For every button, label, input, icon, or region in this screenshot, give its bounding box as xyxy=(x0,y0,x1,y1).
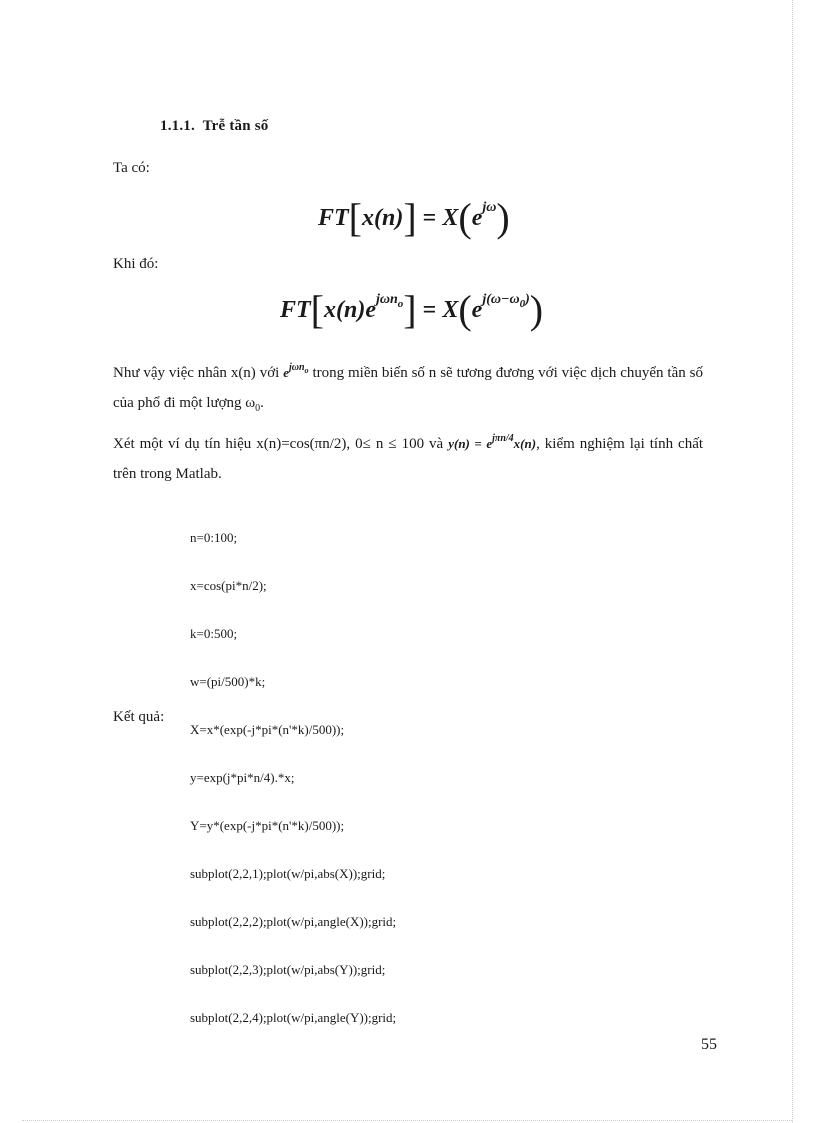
ta-co-label: Ta có: xyxy=(113,160,150,176)
code-line: subplot(2,2,2);plot(w/pi,angle(X));grid; xyxy=(190,914,397,929)
eq2-lhs-exp-sub: o xyxy=(397,297,404,310)
code-line: y=exp(j*pi*n/4).*x; xyxy=(190,770,295,785)
eq2-rhs-base: e xyxy=(471,297,483,323)
eq2-ft: FT xyxy=(280,297,311,323)
code-line: Y=y*(exp(-j*pi*(n'*k)/500)); xyxy=(190,818,345,833)
eq1-ft: FT xyxy=(318,205,349,231)
inline-eq-y xyxy=(448,433,537,451)
code-line: n=0:100; xyxy=(190,530,238,545)
para1-text-a: Như vậy việc nhân x(n) với xyxy=(113,365,280,381)
para1-text-end: . xyxy=(260,395,264,411)
section-number: 1.1.1. xyxy=(160,118,195,134)
eq2-lhs-exp: jωn xyxy=(375,292,398,307)
para1-text-b: trong miền biến số n sẽ tương đương với việc dịch chuyển tần số của phổ đi một lượng ω xyxy=(113,365,703,411)
eq2-rhs-fn: X xyxy=(442,297,459,323)
paragraph-frequency-shift xyxy=(113,353,703,424)
inline2-exp: jπn/4 xyxy=(492,433,514,444)
paragraph-example xyxy=(113,424,703,489)
code-line: subplot(2,2,4);plot(w/pi,angle(Y));grid; xyxy=(190,1010,397,1025)
para2-text-a: Xét một ví dụ tín hiệu x(n)=cos(πn/2), 0≤ n ≤ 100 và xyxy=(113,436,444,452)
code-line: subplot(2,2,3);plot(w/pi,abs(Y));grid; xyxy=(190,962,386,977)
eq2-rhs-exp: j(ω−ω xyxy=(482,292,520,307)
eq1-rhs-fn: X xyxy=(442,205,459,231)
khi-do-label: Khi đó: xyxy=(113,256,159,272)
eq2-rhs-exp-sub: 0 xyxy=(519,297,526,310)
matlab-code-block xyxy=(190,498,396,1042)
equation-2: $FT[x(n)e^{j\omega n_o}] = X(e^{j(\omega-\omega_0)})$ xyxy=(280,287,544,332)
inline2-base: e xyxy=(486,436,493,451)
eq1-equals: = xyxy=(422,205,437,231)
section-title: Trễ tần số xyxy=(202,118,269,134)
eq2-rhs-exp-end: ) xyxy=(525,292,530,307)
inline1-exp-sub: o xyxy=(304,366,309,375)
para1-omega-sub: 0 xyxy=(255,403,261,414)
code-line: X=x*(exp(-j*pi*(n'*k)/500)); xyxy=(190,722,345,737)
eq1-arg: x(n) xyxy=(362,205,404,231)
para2-text-b: , kiểm nghiệm lại tính chất trên trong Matlab. xyxy=(113,436,704,482)
code-line: subplot(2,2,1);plot(w/pi,abs(X));grid; xyxy=(190,866,386,881)
inline2-equals: = xyxy=(474,436,482,451)
page-margin-rule-bottom xyxy=(22,1120,792,1121)
inline2-lhs: y(n) xyxy=(448,436,470,451)
code-line: k=0:500; xyxy=(190,626,238,641)
code-line: w=(pi/500)*k; xyxy=(190,674,266,689)
eq2-equals: = xyxy=(422,297,437,323)
eq2-arg: x(n)e xyxy=(324,297,376,323)
equation-1: $FT[x(n)] = X(e^{j\omega})$ xyxy=(318,195,510,240)
page-margin-rule-right xyxy=(792,0,793,1123)
code-line: x=cos(pi*n/2); xyxy=(190,578,267,593)
inline1-exp: jωn xyxy=(288,362,305,373)
inline-eq-exp xyxy=(283,362,309,380)
page-number: 55 xyxy=(701,1036,717,1053)
inline2-rhs: x(n) xyxy=(513,436,537,451)
eq1-rhs-exp: jω xyxy=(482,200,497,215)
eq1-rhs-base: e xyxy=(471,205,483,231)
inline1-base: e xyxy=(283,365,289,380)
ket-qua-label: Kết quả: xyxy=(113,709,165,725)
section-heading xyxy=(160,118,268,135)
